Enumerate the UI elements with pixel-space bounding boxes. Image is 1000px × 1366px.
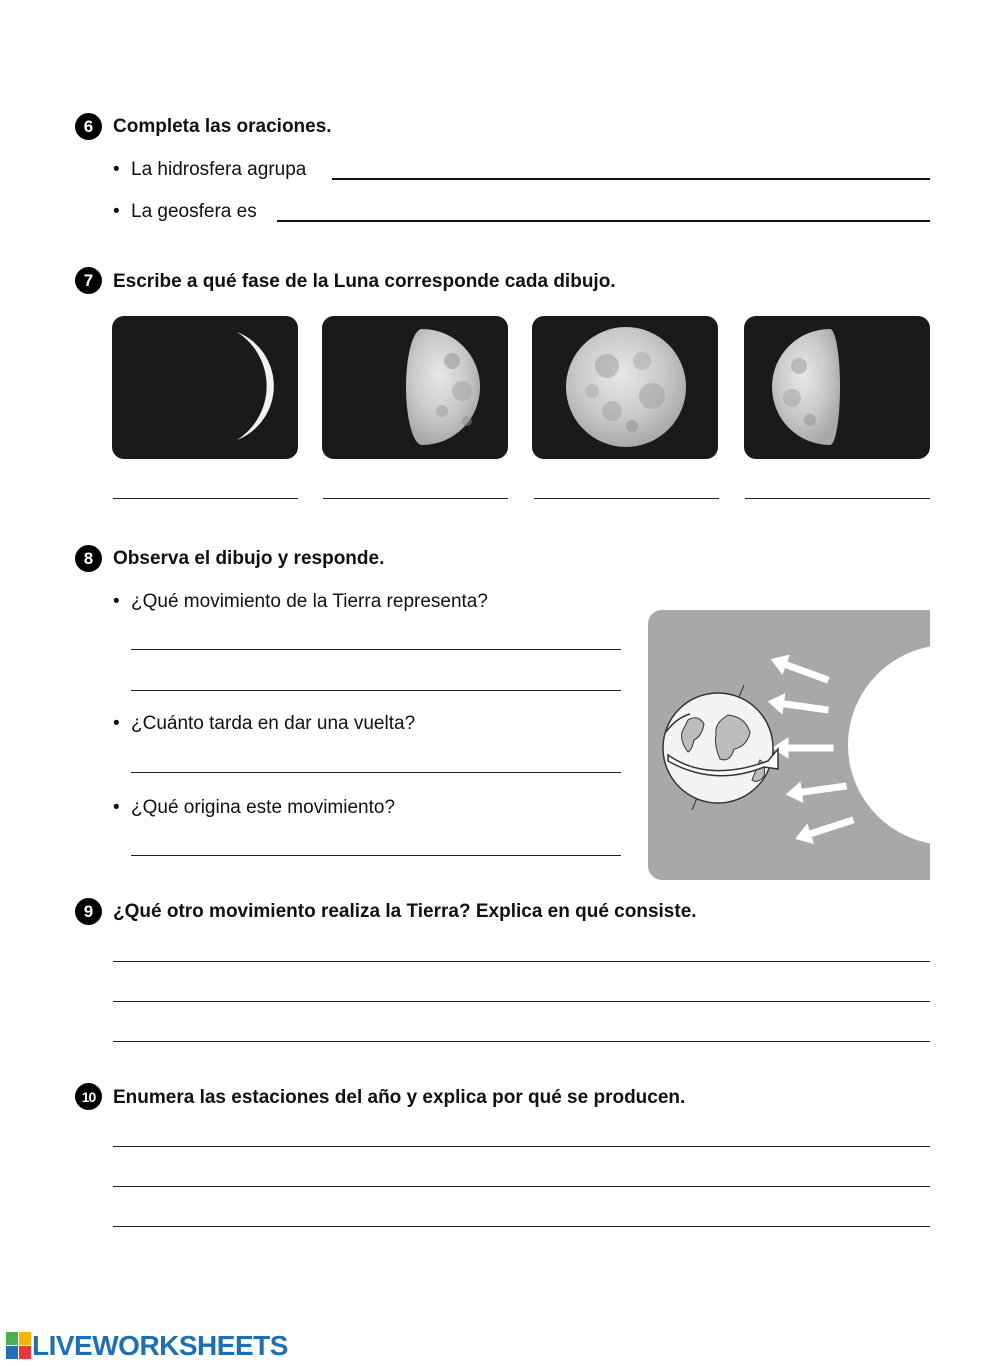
q6-bullet-hidrosfera-label: La hidrosfera agrupa <box>131 159 307 180</box>
movimiento-answer-input-2[interactable] <box>131 662 625 692</box>
q8-bullet-movimiento-label: ¿Qué movimiento de la Tierra representa? <box>131 591 488 612</box>
q10-answer-input-2[interactable] <box>113 1158 934 1188</box>
moon-phase-image-3 <box>532 316 718 459</box>
moon-phase-answer-line-1 <box>113 498 298 499</box>
vuelta-answer-line <box>131 772 621 773</box>
movimiento-answer-line-1 <box>131 649 621 650</box>
q8-bullet-movimiento: • ¿Qué movimiento de la Tierra representa? <box>113 591 488 612</box>
liveworksheets-logo <box>6 1330 288 1362</box>
q6-bullet-geosfera: • La geosfera es <box>113 201 257 222</box>
question-6-heading: Completa las oraciones. <box>113 116 332 137</box>
moon-phase-image-1 <box>112 316 298 459</box>
q9-answer-input-2[interactable] <box>113 973 934 1003</box>
sunlight-arrows-icon <box>767 650 856 848</box>
liveworksheets-logo-icon <box>6 1332 32 1360</box>
full-moon-icon <box>532 316 718 459</box>
earth-rotation-sun-illustration <box>648 610 930 880</box>
earth-globe-icon <box>663 685 778 810</box>
moon-phase-answer-input-2[interactable] <box>323 470 512 500</box>
moon-phase-answer-input-4[interactable] <box>745 470 934 500</box>
geosfera-answer-line <box>277 220 930 222</box>
moon-phase-image-4 <box>744 316 930 459</box>
question-9-heading: ¿Qué otro movimiento realiza la Tierra? Explica en qué consiste. <box>113 901 697 922</box>
q8-bullet-vuelta: • ¿Cuánto tarda en dar una vuelta? <box>113 713 416 734</box>
question-7-heading: Escribe a qué fase de la Luna corresponde cada dibujo. <box>113 271 616 292</box>
earth-sun-diagram <box>648 610 930 880</box>
sun-icon <box>848 645 930 845</box>
q10-answer-line-3 <box>113 1226 930 1227</box>
movimiento-answer-input-1[interactable] <box>131 622 625 652</box>
moon-phase-answer-input-3[interactable] <box>534 470 723 500</box>
question-7-number: 7 <box>75 267 102 294</box>
q10-answer-line-1 <box>113 1146 930 1147</box>
q8-bullet-origina: • ¿Qué origina este movimiento? <box>113 797 396 818</box>
q9-answer-input-1[interactable] <box>113 933 934 963</box>
origina-answer-line <box>131 855 621 856</box>
q10-answer-line-2 <box>113 1186 930 1187</box>
moon-phase-answer-line-3 <box>534 498 719 499</box>
question-8-number: 8 <box>75 545 102 572</box>
q6-bullet-hidrosfera: • La hidrosfera agrupa <box>113 159 307 180</box>
q8-bullet-origina-label: ¿Qué origina este movimiento? <box>131 797 396 818</box>
origina-answer-input[interactable] <box>131 828 625 858</box>
moon-phase-answer-line-4 <box>745 498 930 499</box>
q8-bullet-vuelta-label: ¿Cuánto tarda en dar una vuelta? <box>131 713 416 734</box>
vuelta-answer-input[interactable] <box>131 745 625 775</box>
q10-answer-input-3[interactable] <box>113 1198 934 1228</box>
question-10-number: 10 <box>75 1083 102 1110</box>
question-9-number: 9 <box>75 898 102 925</box>
question-8-heading: Observa el dibujo y responde. <box>113 548 385 569</box>
moon-phase-image-2 <box>322 316 508 459</box>
first-quarter-moon-icon <box>322 316 508 459</box>
moon-phase-answer-line-2 <box>323 498 508 499</box>
q9-answer-line-2 <box>113 1001 930 1002</box>
liveworksheets-logo-text: LIVEWORKSHEETS <box>32 1330 288 1361</box>
q10-answer-input-1[interactable] <box>113 1118 934 1148</box>
question-10-heading: Enumera las estaciones del año y explica por qué se producen. <box>113 1087 686 1108</box>
waning-crescent-moon-icon <box>112 316 298 459</box>
movimiento-answer-line-2 <box>131 690 621 691</box>
moon-phase-answer-input-1[interactable] <box>113 470 302 500</box>
q9-answer-input-3[interactable] <box>113 1013 934 1043</box>
question-6-number: 6 <box>75 113 102 140</box>
q9-answer-line-1 <box>113 961 930 962</box>
last-quarter-moon-icon <box>744 316 930 459</box>
q9-answer-line-3 <box>113 1041 930 1042</box>
hidrosfera-answer-line <box>332 178 930 180</box>
q6-bullet-geosfera-label: La geosfera es <box>131 201 257 222</box>
